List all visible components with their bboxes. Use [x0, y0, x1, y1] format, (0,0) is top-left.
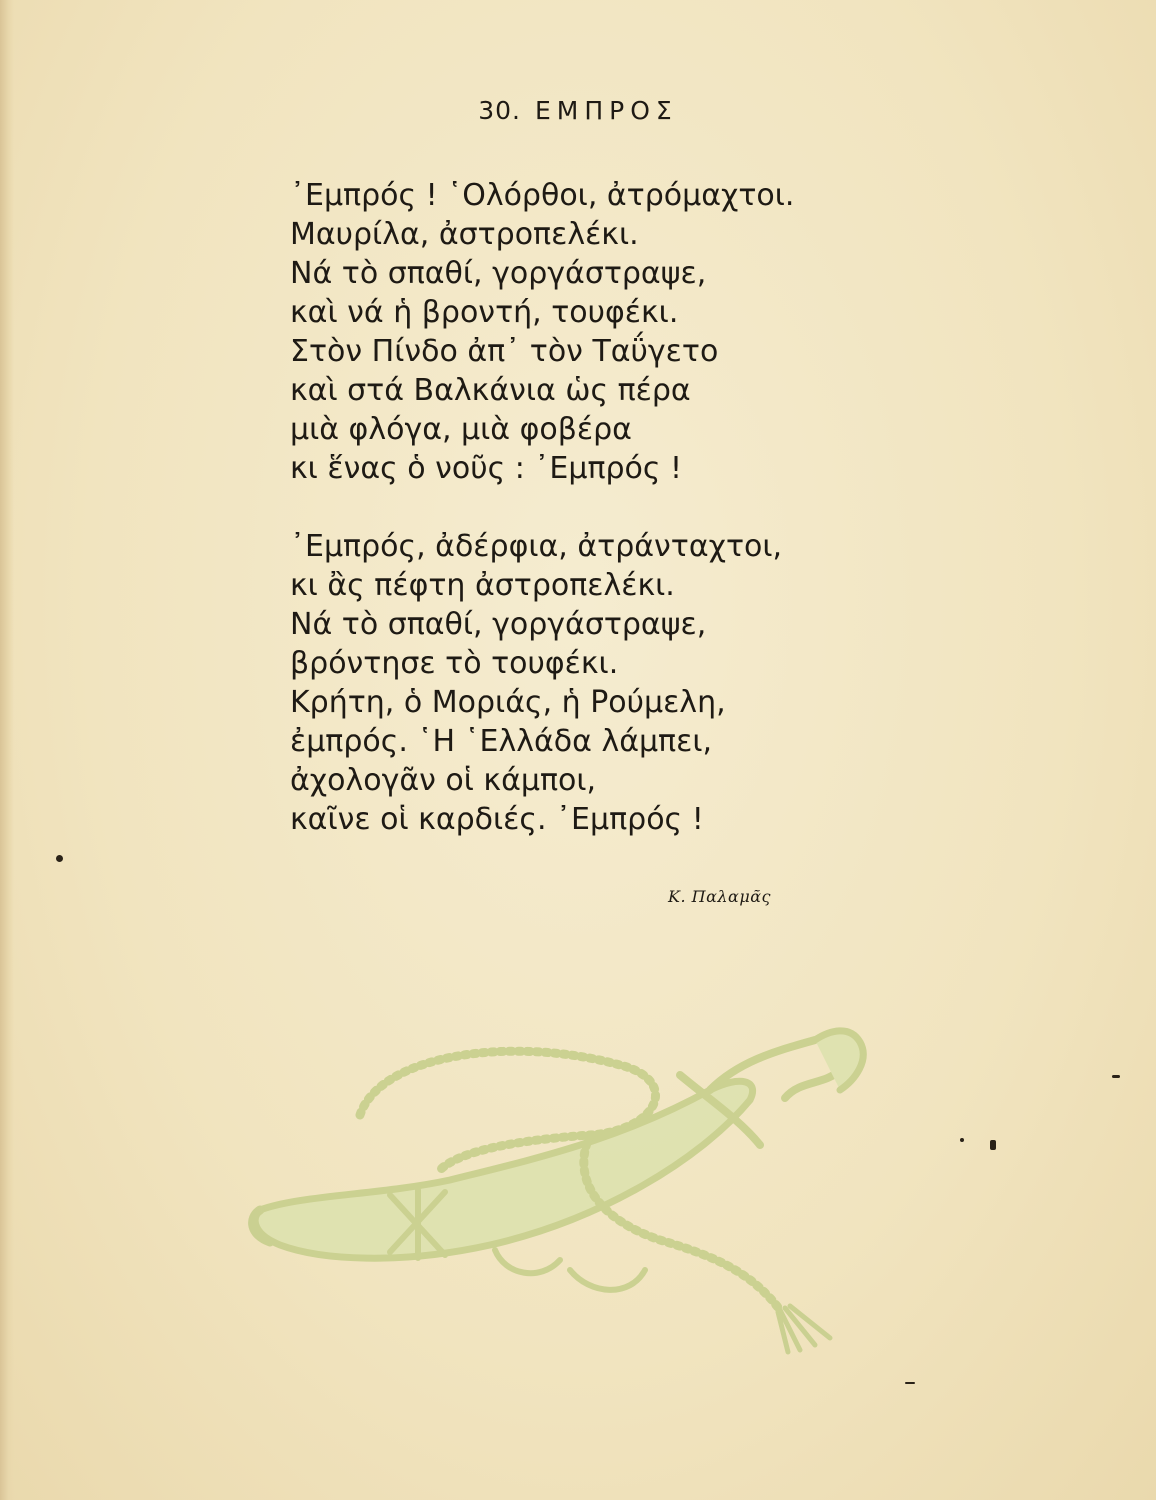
verse-line: Μαυρίλα, ἀστροπελέκι. — [290, 217, 639, 252]
stanza-2 — [290, 527, 782, 839]
verse-line: κι ἕνας ὁ νοῦς : ᾿Εμπρός ! — [290, 451, 683, 486]
sword-with-scabbard-and-tassel-icon — [240, 1020, 880, 1360]
stanza-1 — [290, 176, 794, 488]
ink-speck — [56, 855, 63, 862]
verse-line: Νά τὸ σπαθί, γοργάστραψε, — [290, 607, 707, 642]
poem-author: Κ. Παλαμᾶς — [668, 887, 771, 906]
verse-line: ᾿Εμπρός ! ῾Ολόρθοι, ἀτρόμαχτοι. — [290, 178, 795, 213]
verse-line: καὶ νά ἡ βροντή, τουφέκι. — [290, 295, 679, 330]
ink-speck — [905, 1382, 915, 1384]
verse-line: ἐμπρός. ῾Η ῾Ελλάδα λάμπει, — [290, 724, 713, 759]
poem-title — [0, 96, 1156, 125]
verse-line: καὶ στά Βαλκάνια ὡς πέρα — [290, 373, 691, 408]
ink-speck — [960, 1138, 964, 1142]
verse-line: ᾿Εμπρός, ἀδέρφια, ἀτράνταχτοι, — [290, 529, 783, 564]
verse-line: βρόντησε τὸ τουφέκι. — [290, 646, 619, 681]
verse-line: καῖνε οἱ καρδιές. ᾿Εμπρός ! — [290, 802, 704, 837]
page-binding-edge — [0, 0, 14, 1500]
verse-line: Κρήτη, ὁ Μοριάς, ἡ Ρούμελη, — [290, 685, 726, 720]
verse-line: κι ἂς πέφτη ἀστροπελέκι. — [290, 568, 675, 603]
poem-number: 30. — [478, 96, 522, 125]
ink-speck — [1112, 1075, 1120, 1078]
verse-line: Στὸν Πίνδο ἀπ᾿ τὸν Ταΰγετο — [290, 334, 719, 369]
ink-speck — [990, 1140, 996, 1150]
verse-line: ἀχολογᾶν οἱ κάμποι, — [290, 763, 597, 798]
poem-title-text: ΕΜΠΡΟΣ — [535, 96, 678, 125]
verse-line: Νά τὸ σπαθί, γοργάστραψε, — [290, 256, 707, 291]
verse-line: μιὰ φλόγα, μιὰ φοβέρα — [290, 412, 632, 447]
